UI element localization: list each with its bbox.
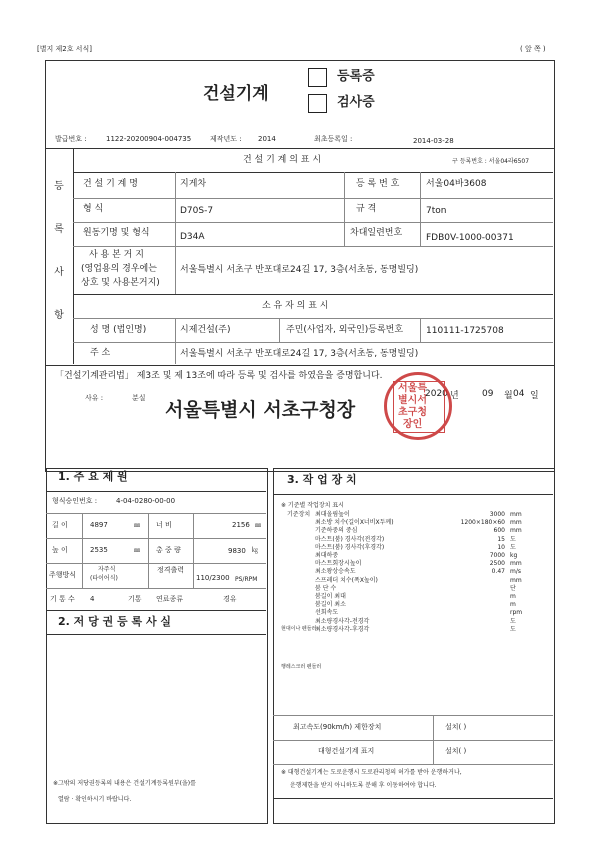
owner-address-label: 주 소 bbox=[90, 348, 111, 358]
certification-statement: 「건설기계관리법」 제3조 및 제 13조에 따라 등록 및 검사를 하였음을 증명합니다. bbox=[55, 371, 383, 381]
work-item-label: 최소방 치수(길이X너비X두께) bbox=[315, 519, 394, 527]
cylinder-count-label: 기 통 수 bbox=[50, 595, 75, 603]
month-unit: 월 bbox=[504, 391, 513, 401]
work-item-label: 스프레더 치수(폭X높이) bbox=[315, 576, 378, 584]
power-label: 정격출력 bbox=[157, 566, 185, 574]
work-item-unit: 도 bbox=[510, 625, 516, 633]
owner-info-title: 소 유 자 의 표 시 bbox=[262, 301, 329, 311]
official-seal: 서울특 별시서 초구청 장인 bbox=[384, 372, 452, 440]
work-item-label: 붐 단 수 bbox=[315, 584, 337, 592]
issue-year: 2020 bbox=[425, 389, 448, 399]
work-item-value: 15 bbox=[497, 535, 505, 543]
work-item-label: 최소량경사각-전경각 bbox=[315, 617, 370, 625]
height-unit: ㎜ bbox=[134, 547, 141, 554]
work-item-label: 최대하중 bbox=[315, 552, 339, 559]
fuel-label: 연료종류 bbox=[156, 595, 184, 603]
day-unit: 일 bbox=[530, 391, 539, 401]
registration-number: 서울04바3608 bbox=[426, 179, 487, 189]
mortgage-note: 열람 · 확인하시기 바랍니다. bbox=[58, 796, 132, 803]
work-item-label: 선회속도 bbox=[315, 609, 339, 617]
width-unit: ㎜ bbox=[255, 522, 262, 529]
mortgage-title: 2. 저 당 권 등 록 사 실 bbox=[58, 615, 172, 628]
first-registration-date: 2014-03-28 bbox=[413, 137, 454, 145]
weight-unit: ㎏ bbox=[252, 547, 259, 554]
work-item-value: 0.47 bbox=[491, 568, 505, 576]
inspection-option-label: 검사증 bbox=[337, 95, 375, 110]
large-machine-label: 대형건설기계 표지 bbox=[318, 747, 375, 755]
work-group-label: 기준장치 bbox=[287, 511, 311, 518]
drive-label: 주행방식 bbox=[49, 571, 77, 579]
model-type: D70S-7 bbox=[180, 206, 214, 216]
speed-limiter-value: 설치( ) bbox=[445, 723, 467, 731]
owner-name: 시제건설(주) bbox=[180, 325, 231, 335]
base-label: 상호 및 사용본거지) bbox=[81, 278, 160, 288]
spec-value: 7ton bbox=[426, 206, 447, 216]
registration-checkbox[interactable] bbox=[308, 68, 327, 87]
large-machine-value: 설치( ) bbox=[445, 747, 467, 755]
drive-type: 자주식 bbox=[98, 566, 116, 573]
work-item-label: 기준하중의 중심 bbox=[315, 527, 358, 535]
work-item-unit: mm bbox=[510, 527, 522, 535]
large-machine-note: 운행제한을 받지 아니하도록 분해 후 이동하여야 합니다. bbox=[290, 782, 437, 789]
base-label: 사 용 본 거 지 bbox=[89, 250, 144, 260]
work-item-label: 최소왕상승속도 bbox=[315, 568, 356, 576]
work-device-title: 3. 작 업 장 치 bbox=[287, 473, 357, 486]
work-item-unit: 도 bbox=[510, 543, 516, 551]
work-item-label: 최대올림높이 bbox=[315, 511, 350, 518]
side-label-char: 등 bbox=[54, 181, 64, 192]
specs-title: 1. 주 요 제 원 bbox=[58, 470, 128, 483]
issue-day: 04 bbox=[513, 389, 525, 399]
registration-option-label: 등록증 bbox=[337, 69, 375, 84]
issue-number-label: 발급번호 : bbox=[55, 135, 87, 143]
type-label: 형 식 bbox=[83, 204, 104, 214]
work-item-unit: mm bbox=[510, 560, 522, 568]
width-label: 너 비 bbox=[156, 521, 172, 529]
work-item-unit: kg bbox=[510, 552, 518, 559]
work-item-value: 3000 bbox=[489, 511, 505, 518]
work-item-label: 마스트(붐) 경사각(전경각) bbox=[315, 535, 385, 543]
side-label-char: 록 bbox=[54, 224, 64, 235]
engine-type: D34A bbox=[180, 232, 205, 242]
work-item-unit: mm bbox=[510, 519, 522, 527]
mortgage-note: ※그밖의 저당권등록의 내용은 건설기계등록원부(을)를 bbox=[53, 780, 196, 787]
owner-name-label: 성 명 (법인명) bbox=[90, 325, 147, 335]
inspection-checkbox[interactable] bbox=[308, 94, 327, 113]
model-name-label: 건 설 기 계 명 bbox=[83, 179, 138, 189]
work-item-value: 7000 bbox=[489, 552, 505, 559]
work-item-label: 붐길이 최대 bbox=[315, 593, 346, 600]
front-side-label: ( 앞 쪽 ) bbox=[520, 45, 546, 53]
length-unit: ㎜ bbox=[134, 522, 141, 529]
work-item-unit: m bbox=[510, 593, 516, 600]
old-registration-number: 구 등록번호 : 서울04라6507 bbox=[452, 158, 530, 165]
cylinder-unit: 기통 bbox=[128, 595, 142, 603]
speed-limiter-label: 최고속도(90km/h) 제한장치 bbox=[293, 723, 382, 731]
owner-address: 서울특별시 서초구 반포대로24길 17, 3층(서초동, 동명빌딩) bbox=[180, 349, 419, 359]
manufacture-year: 2014 bbox=[258, 135, 276, 143]
approval-number-label: 형식승인번호 : bbox=[52, 497, 98, 505]
engine-label: 원동기명 및 형식 bbox=[83, 228, 150, 238]
issuer-name: 서울특별시 서초구청장 bbox=[165, 399, 356, 421]
certificate-title: 건설기계 bbox=[203, 84, 269, 104]
year-unit: 년 bbox=[450, 391, 459, 401]
weight-value: 9830 bbox=[228, 547, 246, 555]
form-number: [별지 제2호 서식] bbox=[37, 45, 92, 53]
power-unit: PS/RPM bbox=[235, 576, 258, 583]
work-item-label: 마스트(붐) 경사각(후경각) bbox=[315, 543, 385, 551]
work-item-value: 10 bbox=[497, 543, 505, 551]
work-item-label: 붐길이 최소 bbox=[315, 601, 346, 609]
side-label-char: 사 bbox=[54, 267, 64, 278]
work-item-unit: m/s bbox=[510, 568, 521, 576]
length-value: 4897 bbox=[90, 521, 108, 529]
serial-label: 차대일련번호 bbox=[350, 228, 403, 238]
owner-id: 110111-1725708 bbox=[426, 326, 504, 336]
work-item-unit: 도 bbox=[510, 617, 516, 625]
height-label: 높 이 bbox=[52, 546, 68, 554]
issue-number: 1122-20200904-004735 bbox=[106, 135, 192, 143]
work-group-label: 행레스크러 펜들러 bbox=[281, 664, 322, 670]
registration-number-label: 등 록 번 호 bbox=[356, 179, 400, 189]
drive-type-detail: (타이어식) bbox=[90, 575, 118, 582]
serial-number: FDB0V-1000-00371 bbox=[426, 233, 514, 243]
machine-info-title: 건 설 기 계 의 표 시 bbox=[243, 155, 322, 165]
work-item-value: 2500 bbox=[489, 560, 505, 568]
work-item-unit: 단 bbox=[510, 584, 516, 592]
work-item-unit: mm bbox=[510, 511, 522, 518]
manufacture-year-label: 제작년도 : bbox=[210, 135, 242, 143]
weight-label: 총 중 량 bbox=[156, 546, 181, 554]
work-item-unit: 도 bbox=[510, 535, 516, 543]
model-name: 지게차 bbox=[180, 179, 207, 189]
approval-number: 4-04-0280-00-00 bbox=[116, 497, 176, 505]
fuel-type: 경유 bbox=[223, 595, 237, 603]
base-address: 서울특별시 서초구 반포대로24길 17, 3층(서초동, 동명빌딩) bbox=[180, 265, 419, 275]
side-label-char: 항 bbox=[54, 310, 64, 321]
base-label: (영업용의 경우에는 bbox=[81, 264, 157, 274]
first-registration-label: 최초등록일 : bbox=[314, 135, 353, 143]
work-device-header: ※ 기준별 작업장치 표시 bbox=[281, 502, 344, 509]
work-item-value: 1200×180×60 bbox=[460, 519, 505, 527]
spec-label: 규 격 bbox=[356, 204, 377, 214]
work-item-label: 최소량경사각-후경각 bbox=[315, 625, 370, 633]
work-group-label: 현대이나 펜들러 bbox=[281, 626, 317, 632]
work-item-unit: rpm bbox=[510, 609, 523, 617]
height-value: 2535 bbox=[90, 546, 108, 554]
power-value: 110/2300 bbox=[196, 574, 230, 582]
cylinder-count: 4 bbox=[90, 595, 95, 603]
width-value: 2156 bbox=[232, 521, 250, 529]
length-label: 길 이 bbox=[52, 521, 68, 529]
issue-month: 09 bbox=[482, 389, 494, 399]
work-item-unit: m bbox=[510, 601, 516, 609]
reason-label: 사유 : bbox=[85, 394, 104, 402]
owner-id-label: 주민(사업자, 외국인)등록번호 bbox=[286, 325, 404, 335]
work-item-value: 600 bbox=[493, 527, 505, 535]
reason-value: 분실 bbox=[132, 394, 146, 402]
work-item-unit: mm bbox=[510, 576, 522, 584]
work-item-label: 마스트회장시높이 bbox=[315, 560, 362, 568]
large-machine-note: ※ 대형건설기계는 도로운행시 도로관리청의 허가를 받아 운행하거나, bbox=[281, 769, 462, 776]
